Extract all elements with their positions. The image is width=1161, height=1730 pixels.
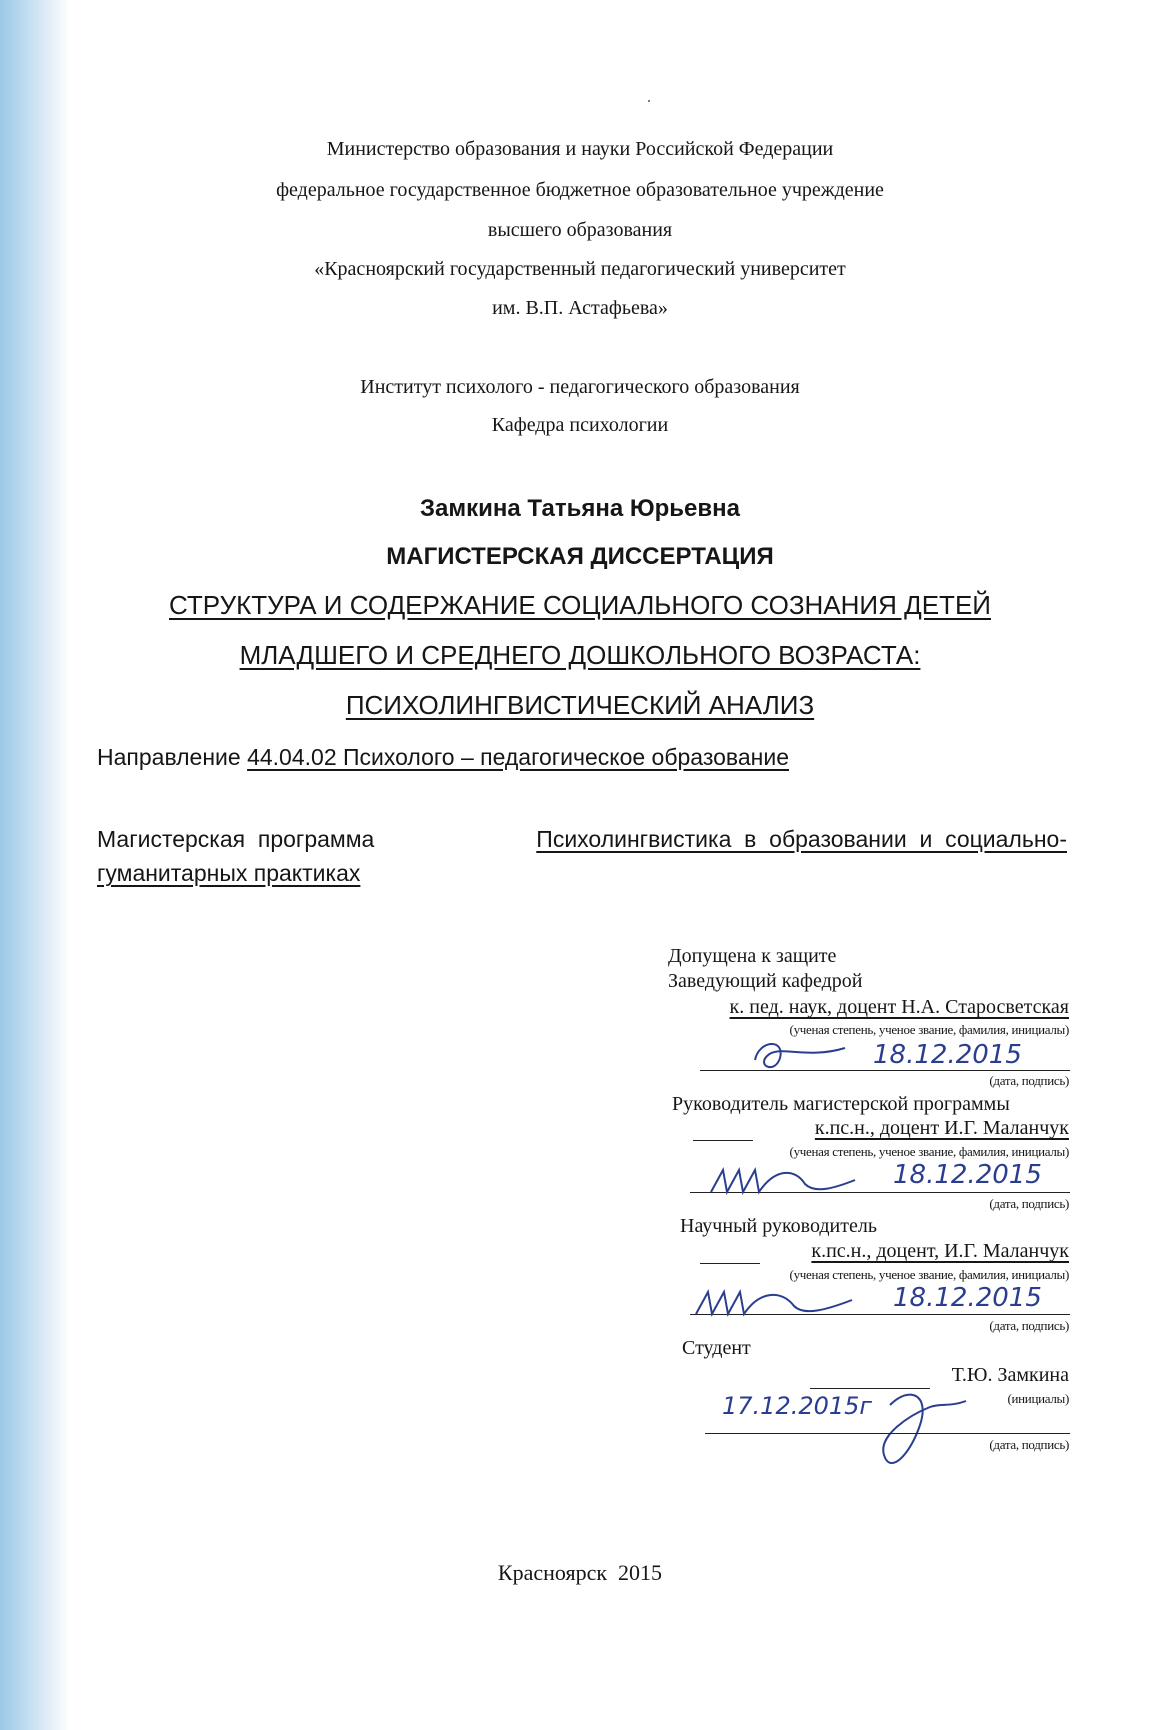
supervisor-caption: (ученая степень, ученое звание, фамилия, инициалы) — [789, 1267, 1069, 1282]
supervisor-date-caption: (дата, подпись) — [989, 1318, 1069, 1333]
thesis-title-text-1: СТРУКТУРА И СОДЕРЖАНИЕ СОЦИАЛЬНОГО СОЗНАНИЯ ДЕТЕЙ — [169, 590, 991, 620]
education-level-line: высшего образования — [487, 219, 673, 241]
head-signature — [745, 1030, 855, 1078]
thesis-title-line-1 — [60, 590, 1100, 621]
supervisor-date: 18.12.2015 — [893, 1283, 1042, 1313]
head-name-text: к. пед. наук, доцент Н.А. Старосветская — [729, 996, 1069, 1018]
department-line: Кафедра психологии — [491, 414, 669, 436]
thesis-title-text-2: МЛАДШЕГО И СРЕДНЕГО ДОШКОЛЬНОГО ВОЗРАСТА: — [239, 640, 921, 670]
head-caption: (ученая степень, ученое звание, фамилия, инициалы) — [789, 1022, 1069, 1037]
student-signature — [870, 1385, 980, 1483]
student-date: 17.12.2015г — [722, 1392, 873, 1420]
direction-label: Направление — [97, 744, 241, 770]
institute-line: Институт психолого - педагогического образования — [360, 376, 800, 398]
head-title: Заведующий кафедрой — [668, 970, 863, 992]
program-head-name — [815, 1117, 1069, 1140]
program-value-line-2-row — [97, 860, 360, 887]
program-head-title: Руководитель магистерской программы — [672, 1093, 1010, 1115]
program-value-line-2: гуманитарных практиках — [97, 860, 361, 886]
program-row — [97, 826, 1067, 853]
work-type: МАГИСТЕРСКАЯ ДИССЕРТАЦИЯ — [386, 543, 774, 570]
speck — [648, 100, 650, 102]
student-name: Т.Ю. Замкина — [951, 1364, 1069, 1386]
university-line-1: «Красноярский государственный педагогический университет — [314, 258, 846, 280]
city-year: Красноярск 2015 — [497, 1560, 663, 1585]
author-name: Замкина Татьяна Юрьевна — [420, 495, 740, 522]
program-value-line-1: Психолингвистика в образовании и социально- — [536, 826, 1067, 852]
supervisor-name — [811, 1240, 1069, 1263]
program-label: Магистерская программа — [97, 826, 375, 852]
head-date-caption: (дата, подпись) — [989, 1073, 1069, 1088]
admitted-label: Допущена к защите — [668, 945, 837, 967]
thesis-title-text-3: ПСИХОЛИНГВИСТИЧЕСКИЙ АНАЛИЗ — [345, 690, 815, 720]
head-name — [730, 996, 1069, 1019]
direction-value: 44.04.02 Психолого – педагогическое образование — [247, 744, 790, 770]
university-line-2: им. В.П. Астафьева» — [492, 297, 668, 319]
program-head-signature — [705, 1158, 865, 1200]
institution-type-line: федеральное государственное бюджетное образовательное учреждение — [276, 179, 884, 201]
student-title: Студент — [682, 1337, 751, 1359]
program-head-caption: (ученая степень, ученое звание, фамилия, инициалы) — [789, 1144, 1069, 1159]
program-head-name-text: к.пс.н., доцент И.Г. Маланчук — [814, 1117, 1069, 1139]
supervisor-title: Научный руководитель — [680, 1215, 877, 1237]
direction-row — [97, 744, 789, 771]
program-head-date: 18.12.2015 — [893, 1160, 1042, 1190]
student-date-caption: (дата, подпись) — [989, 1437, 1069, 1452]
thesis-title-line-3 — [60, 690, 1100, 721]
supervisor-name-rule — [700, 1263, 760, 1264]
program-head-date-caption: (дата, подпись) — [989, 1196, 1069, 1211]
ministry-line: Министерство образования и науки Российской Федерации — [326, 138, 834, 160]
thesis-title-line-2 — [60, 640, 1100, 671]
supervisor-signature — [690, 1278, 860, 1322]
head-date: 18.12.2015 — [873, 1040, 1022, 1070]
supervisor-name-text: к.пс.н., доцент, И.Г. Маланчук — [811, 1240, 1069, 1262]
program-head-name-rule — [693, 1140, 753, 1141]
student-caption: (инициалы) — [1007, 1391, 1069, 1406]
student-signature-rule — [705, 1433, 1070, 1434]
